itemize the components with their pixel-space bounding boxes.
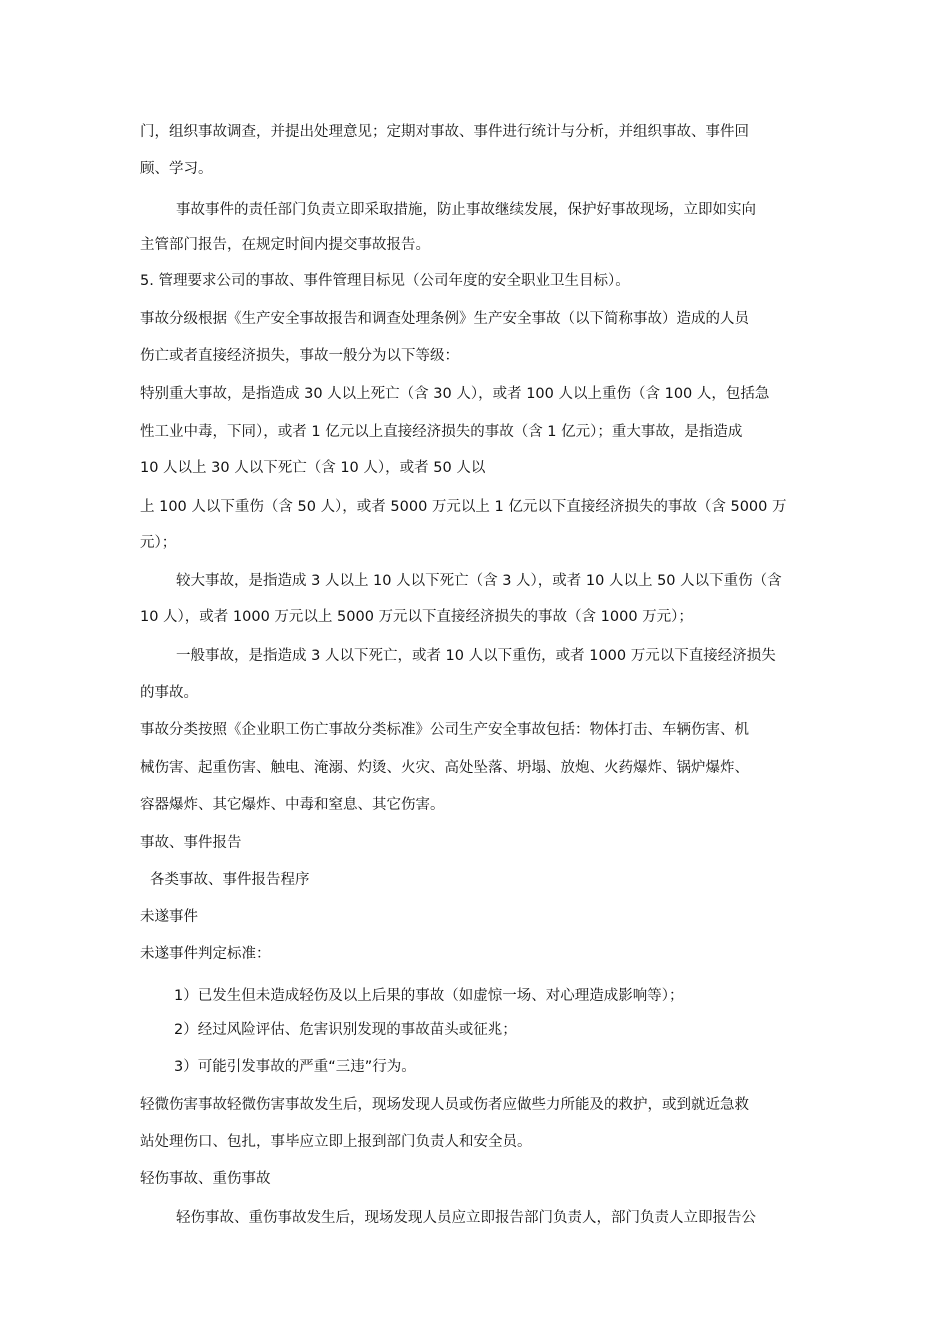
paragraph-start-line: 一般事故，是指造成 3 人以下死亡，或者 10 人以下重伤，或者 1000 万元以下直接经济损失 — [176, 648, 776, 664]
text-line: 性工业中毒，下同），或者 1 亿元以上直接经济损失的事故（含 1 亿元）；重大事故，是指造成 — [140, 424, 743, 440]
section-heading-line: 5. 管理要求公司的事故、事件管理目标见（公司年度的安全职业卫生目标）。 — [140, 273, 630, 289]
text-line: 容器爆炸、其它爆炸、中毒和窒息、其它伤害。 — [140, 797, 445, 813]
text-line: 站处理伤口、包扎，事毕应立即上报到部门负责人和安全员。 — [140, 1134, 532, 1150]
section-heading-line: 未遂事件 — [140, 909, 198, 925]
text-line: 门，组织事故调查，并提出处理意见；定期对事故、事件进行统计与分析，并组织事故、事件回 — [140, 124, 749, 140]
text-line: 顾、学习。 — [140, 161, 213, 177]
text-line: 10 人以上 30 人以下死亡（含 10 人），或者 50 人以 — [140, 460, 486, 476]
text-line: 元）； — [140, 535, 177, 551]
section-heading-line: 轻伤事故、重伤事故 — [140, 1171, 271, 1187]
text-line: 上 100 人以下重伤（含 50 人），或者 5000 万元以上 1 亿元以下直接经济损失的事故（含 5000 万 — [140, 499, 787, 515]
paragraph-start-line: 较大事故，是指造成 3 人以上 10 人以下死亡（含 3 人），或者 10 人以上 50 人以下重伤（含 — [176, 573, 782, 589]
section-heading-line: 各类事故、事件报告程序 — [150, 872, 310, 888]
text-line: 主管部门报告，在规定时间内提交事故报告。 — [140, 237, 430, 253]
text-line: 伤亡或者直接经济损失，事故一般分为以下等级： — [140, 348, 459, 364]
section-heading-line: 事故、事件报告 — [140, 835, 242, 851]
text-line: 事故分级根据《生产安全事故报告和调查处理条例》生产安全事故（以下简称事故）造成的人员 — [140, 311, 749, 327]
list-item: 3）可能引发事故的严重“三违”行为。 — [174, 1059, 416, 1075]
paragraph-start-line: 轻伤事故、重伤事故发生后，现场发现人员应立即报告部门负责人，部门负责人立即报告公 — [176, 1210, 756, 1226]
text-line: 轻微伤害事故轻微伤害事故发生后，现场发现人员或伤者应做些力所能及的救护，或到就近急救 — [140, 1097, 749, 1113]
text-line: 事故分类按照《企业职工伤亡事故分类标准》公司生产安全事故包括：物体打击、车辆伤害、机 — [140, 722, 749, 738]
text-line: 特别重大事故，是指造成 30 人以上死亡（含 30 人），或者 100 人以上重伤（含 100 人，包括急 — [140, 386, 770, 402]
list-item: 1）已发生但未造成轻伤及以上后果的事故（如虚惊一场、对心理造成影响等）； — [174, 988, 684, 1004]
text-line: 的事故。 — [140, 685, 198, 701]
text-line: 未遂事件判定标准： — [140, 946, 271, 962]
text-line: 10 人），或者 1000 万元以上 5000 万元以下直接经济损失的事故（含 1000 万元）； — [140, 609, 693, 625]
paragraph-start-line: 事故事件的责任部门负责立即采取措施，防止事故继续发展，保护好事故现场，立即如实向 — [176, 202, 756, 218]
list-item: 2）经过风险评估、危害识别发现的事故苗头或征兆； — [174, 1022, 517, 1038]
text-line: 械伤害、起重伤害、触电、淹溺、灼烫、火灾、高处坠落、坍塌、放炮、火药爆炸、锅炉爆炸、 — [140, 760, 749, 776]
